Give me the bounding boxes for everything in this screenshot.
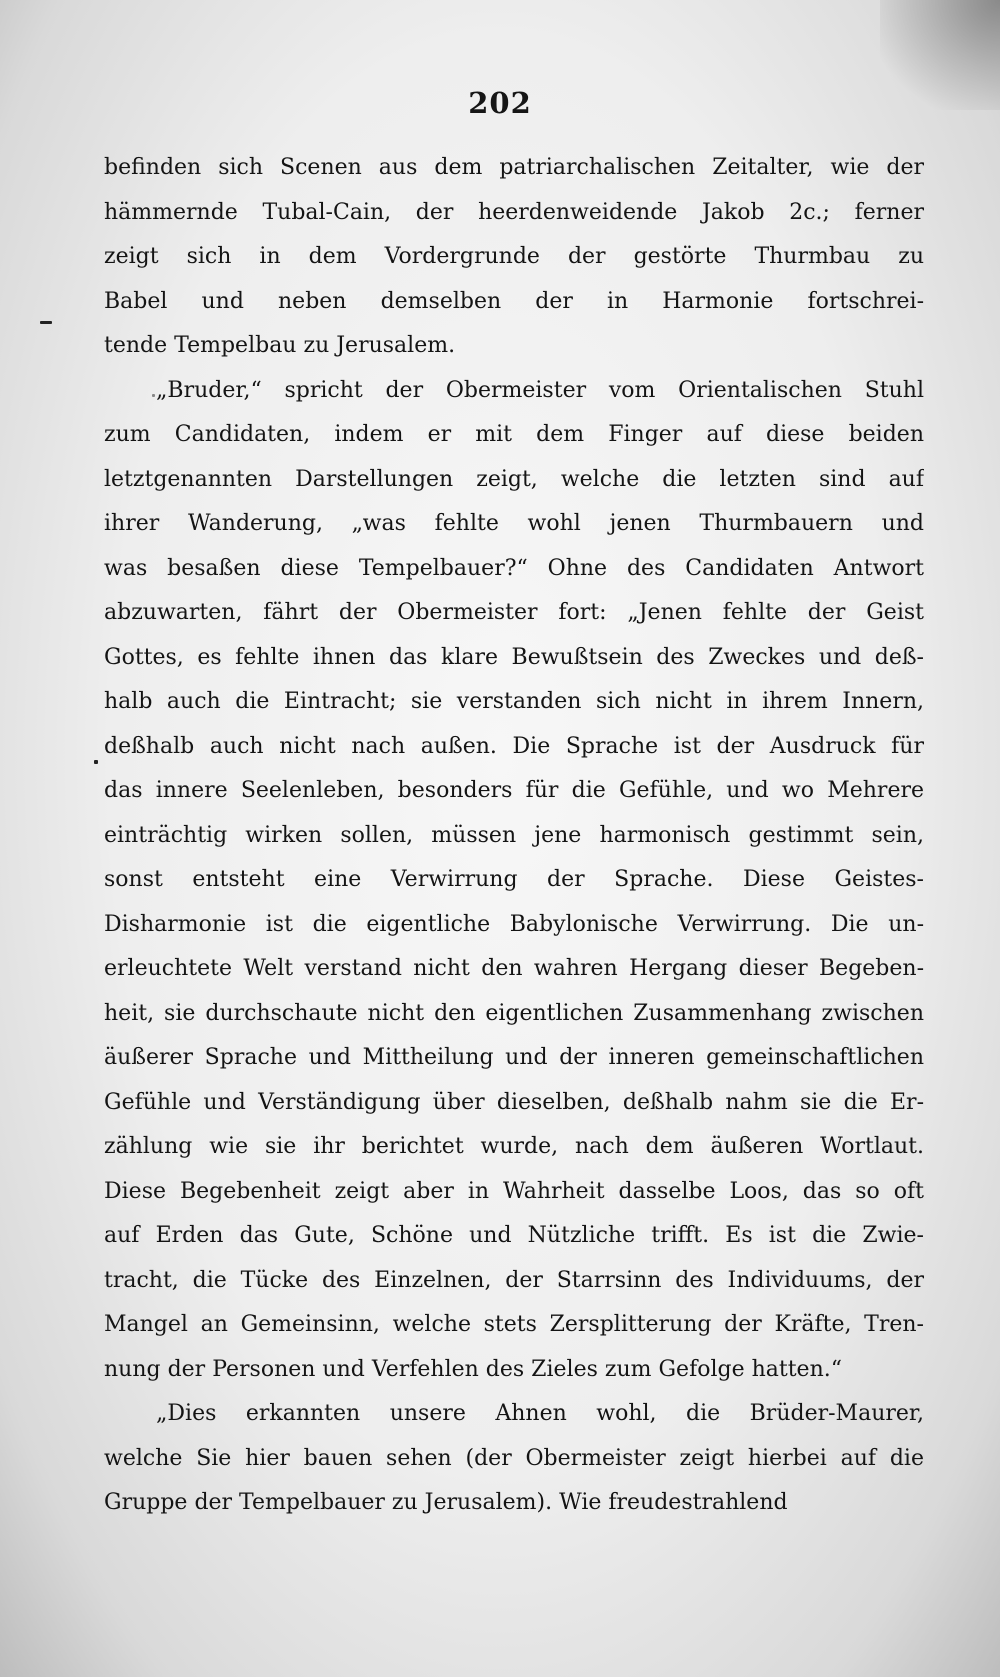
text-line: letztgenannten Darstellungen zeigt, welche die letzten sind auf — [104, 466, 924, 492]
page-number: 202 — [468, 86, 532, 120]
text-line: erleuchtete Welt verstand nicht den wahren Hergang dieser Begeben- — [104, 956, 924, 981]
text-line: Disharmonie ist die eigentliche Babylonische Verwirrung. Die un- — [104, 911, 924, 937]
text-line: äußerer Sprache und Mittheilung und der inneren gemeinschaftlichen — [104, 1045, 924, 1070]
text-line: zum Candidaten, indem er mit dem Finger auf diese beiden — [104, 422, 924, 447]
text-line: was besaßen diese Tempelbauer?“ Ohne des Candidaten Antwort — [104, 555, 924, 581]
text-line: das innere Seelenleben, besonders für die Gefühle, und wo Mehrere — [104, 778, 924, 803]
body-text — [104, 146, 924, 1526]
text-line: „Dies erkannten unsere Ahnen wohl, die Brüder-Maurer, — [156, 1401, 924, 1426]
text-line: Gruppe der Tempelbauer zu Jerusalem). Wie freudestrahlend — [104, 1490, 788, 1515]
margin-dash — [40, 321, 52, 324]
text-line: tracht, die Tücke des Einzelnen, der Starrsinn des Individuums, der — [104, 1267, 924, 1293]
text-line: welche Sie hier bauen sehen (der Obermeister zeigt hierbei auf die — [104, 1445, 924, 1471]
text-line: Diese Begebenheit zeigt aber in Wahrheit dasselbe Loos, das so oft — [104, 1178, 924, 1204]
text-line: halb auch die Eintracht; sie verstanden sich nicht in ihrem Innern, — [104, 689, 924, 714]
text-line: Mangel an Gemeinsinn, welche stets Zersplitterung der Kräfte, Tren- — [104, 1312, 924, 1337]
text-line: abzuwarten, fährt der Obermeister fort: „Jenen fehlte der Geist — [104, 600, 924, 625]
margin-dot — [152, 394, 155, 397]
text-line: sonst entsteht eine Verwirrung der Sprache. Diese Geistes- — [104, 867, 924, 892]
text-line: deßhalb auch nicht nach außen. Die Sprache ist der Ausdruck für — [104, 733, 924, 759]
text-line: auf Erden das Gute, Schöne und Nützliche trifft. Es ist die Zwie- — [104, 1223, 924, 1248]
text-line: hämmernde Tubal-Cain, der heerdenweidende Jakob 2c.; ferner — [104, 199, 924, 225]
text-line: Gottes, es fehlte ihnen das klare Bewußtsein des Zweckes und deß- — [104, 644, 924, 670]
text-line: heit, sie durchschaute nicht den eigentlichen Zusammenhang zwischen — [104, 1000, 924, 1026]
text-line: Gefühle und Verständigung über dieselben, deßhalb nahm sie die Er- — [104, 1089, 924, 1115]
text-line: einträchtig wirken sollen, müssen jene harmonisch gestimmt sein, — [104, 822, 924, 848]
text-line: „Bruder,“ spricht der Obermeister vom Orientalischen Stuhl — [156, 377, 924, 403]
margin-dot — [94, 760, 98, 764]
text-line: Babel und neben demselben der in Harmonie fortschrei- — [104, 288, 924, 314]
text-line: zählung wie sie ihr berichtet wurde, nach dem äußeren Wortlaut. — [104, 1134, 924, 1159]
text-line: nung der Personen und Verfehlen des Zieles zum Gefolge hatten.“ — [104, 1356, 842, 1382]
text-line: befinden sich Scenen aus dem patriarchalischen Zeitalter, wie der — [104, 155, 924, 180]
text-line: tende Tempelbau zu Jerusalem. — [104, 333, 456, 358]
text-line: ihrer Wanderung, „was fehlte wohl jenen Thurmbauern und — [104, 511, 924, 536]
text-line: zeigt sich in dem Vordergrunde der gestörte Thurmbau zu — [104, 244, 924, 269]
